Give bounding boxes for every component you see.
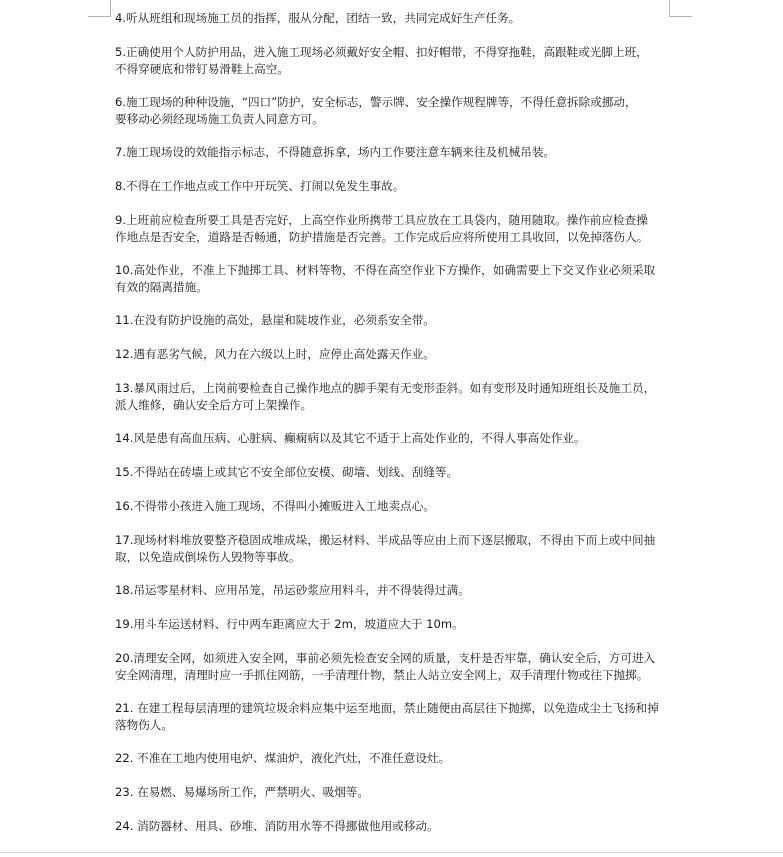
- rule-paragraph-p12: [115, 346, 675, 363]
- rule-line: 21. 在建工程每层清理的建筑垃圾余料应集中运至地面，禁止随便由高层往下抛掷，以免造成尘土飞扬和掉: [115, 701, 659, 715]
- rule-line: 8.不得在工作地点或工作中开玩笑、打闹以免发生事故。: [115, 179, 405, 193]
- rule-line: 16.不得带小孩进入施工现场，不得叫小摊贩进入工地卖点心。: [115, 499, 435, 513]
- document-body: [115, 10, 675, 852]
- rule-line: 落物伤人。: [115, 718, 173, 732]
- rule-line: 10.高处作业，不准上下抛掷工具、材料等物，不得在高空作业下方操作，如确需要上下交叉作业必须采取: [115, 263, 656, 277]
- margin-corner-mark-left: [88, 0, 111, 17]
- rule-paragraph-p4: [115, 10, 675, 27]
- rule-line: 7.施工现场设的效能指示标志，不得随意拆拿，场内工作要注意车辆来往及机械吊装。: [115, 145, 556, 159]
- rule-line: 安全网清理，清理时应一手抓住网筋，一手清理什物，禁止人站立安全网上，双手清理什物或往下抛掷。: [115, 668, 649, 682]
- rule-line: 5.正确使用个人防护用品，进入施工现场必须戴好安全帽、扣好帽带，不得穿拖鞋，高跟鞋或光脚上班，: [115, 45, 648, 59]
- rule-line: 24. 消防器材、用具、砂堆、消防用水等不得挪做他用或移动。: [115, 819, 439, 833]
- rule-paragraph-p21: [115, 700, 675, 734]
- rule-line: 取，以免造成倒垛伤人毁物等事故。: [115, 550, 301, 564]
- rule-line: 20.清理安全网，如须进入安全网，事前必须先检查安全网的质量，支杆是否牢靠，确认安全后，方可进入: [115, 651, 656, 665]
- rule-paragraph-p16: [115, 498, 675, 515]
- rule-line: 23. 在易燃、易爆场所工作，严禁明火、吸烟等。: [115, 785, 369, 799]
- rule-line: 4.听从班组和现场施工员的指挥，服从分配，团结一致，共同完成好生产任务。: [115, 11, 521, 25]
- rule-paragraph-p24: [115, 818, 675, 835]
- rule-line: 17.现场材料堆放要整齐稳固成堆成垛，搬运材料、半成品等应由上而下逐层搬取，不得由下而上或中间抽: [115, 533, 656, 547]
- rule-line: 派人维修，确认安全后方可上架操作。: [115, 398, 313, 412]
- rule-line: 15.不得站在砖墙上或其它不安全部位安模、砌墙、划线、刮缝等。: [115, 465, 459, 479]
- rule-paragraph-p10: [115, 262, 675, 296]
- rule-paragraph-p8: [115, 178, 675, 195]
- rule-line: 19.用斗车运送材料、行中两车距离应大于 2m，坡道应大于 10m。: [115, 617, 464, 631]
- rule-line: 22. 不准在工地内使用电炉、煤油炉，液化汽灶，不准任意设灶。: [115, 751, 451, 765]
- rule-line: 6.施工现场的种种设施，“四口”防护，安全标志，警示牌、安全操作规程牌等，不得任意拆除或挪动，: [115, 95, 637, 109]
- rule-paragraph-p13: [115, 380, 675, 414]
- rule-paragraph-p11: [115, 312, 675, 329]
- rule-paragraph-p23: [115, 784, 675, 801]
- rule-line: 要移动必须经现场施工负责人同意方可。: [115, 112, 324, 126]
- rule-line: 作地点是否安全，道路是否畅通，防护措施是否完善。工作完成后应将所使用工具收回，以免掉落伤人。: [115, 230, 649, 244]
- rule-paragraph-p9: [115, 212, 675, 246]
- page-bottom-edge: [0, 852, 783, 853]
- rule-line: 18.吊运零星材料、应用吊笼，吊运砂浆应用料斗，并不得装得过满。: [115, 583, 470, 597]
- rule-line: 13.暴风雨过后，上岗前要检查自己操作地点的脚手架有无变形歪斜。如有变形及时通知班组长及施工员，: [115, 381, 656, 395]
- rule-paragraph-p6: [115, 94, 675, 128]
- rule-paragraph-p22: [115, 750, 675, 767]
- rule-paragraph-p17: [115, 532, 675, 566]
- rule-line: 14.风是患有高血压病、心脏病、癫痫病以及其它不适于上高处作业的，不得人事高处作业。: [115, 431, 586, 445]
- rule-paragraph-p19: [115, 616, 675, 633]
- rule-line: 9.上班前应检查所要工具是否完好，上高空作业所携带工具应放在工具袋内，随用随取。操作前应检查操: [115, 213, 648, 227]
- rule-line: 不得穿硬底和带钉易滑鞋上高空。: [115, 62, 289, 76]
- rule-paragraph-p15: [115, 464, 675, 481]
- rule-line: 有效的隔离措施。: [115, 280, 208, 294]
- rule-paragraph-p5: [115, 44, 675, 78]
- rule-paragraph-p7: [115, 144, 675, 161]
- rule-paragraph-p20: [115, 650, 675, 684]
- rule-line: 12.遇有恶劣气候，风力在六级以上时，应停止高处露天作业。: [115, 347, 435, 361]
- rule-line: 11.在没有防护设施的高处，悬崖和陡坡作业，必须系安全带。: [115, 313, 435, 327]
- rule-paragraph-p18: [115, 582, 675, 599]
- rule-paragraph-p14: [115, 430, 675, 447]
